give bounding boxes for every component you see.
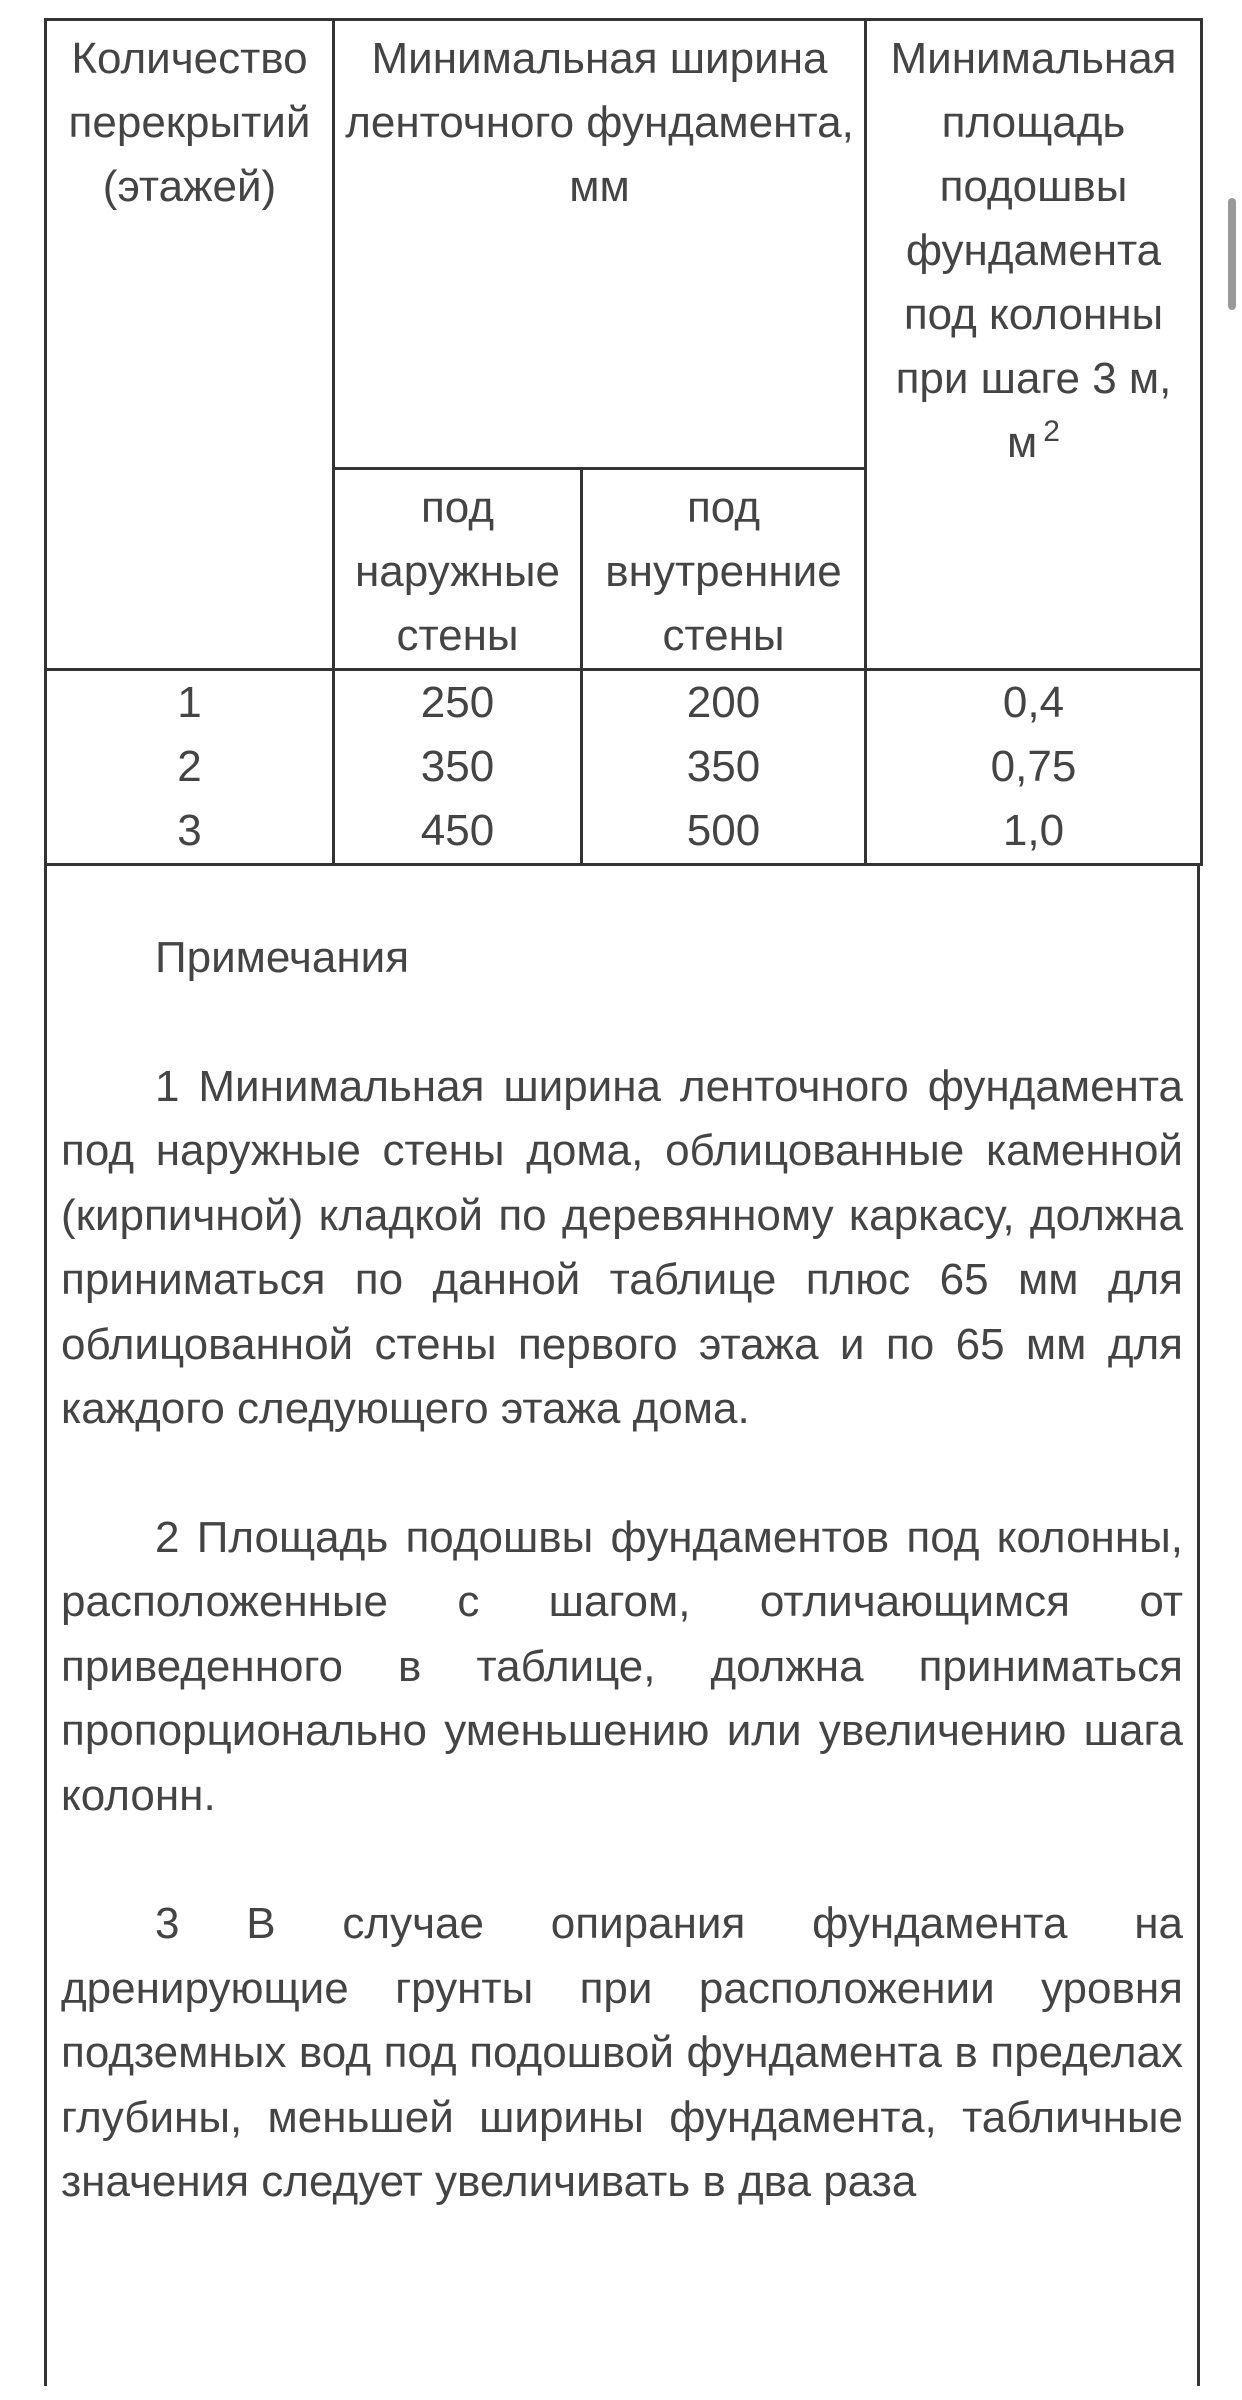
cell-value: 450: [420, 806, 495, 855]
note-item-1: 1 Минимальная ширина ленточного фундамента под наружные стены дома, облицованные каменной (кирпичной) кладкой по деревянному каркасу, должна приниматься по данной таблице плюс 65 мм для облицованной стены первого этажа и по 65 мм для каждого следующего этажа дома.: [61, 1061, 1183, 1433]
notes-title: Примечания: [155, 933, 410, 982]
table-body-row: [46, 670, 1202, 865]
notes-section: [44, 866, 1200, 2386]
cell-floors: [46, 670, 334, 865]
cell-column-area: [866, 670, 1202, 865]
header-floors-label: Количество перекрытий (этажей): [68, 34, 311, 211]
cell-value: 1: [177, 678, 202, 727]
cell-value: 1,0: [1002, 806, 1065, 855]
header-outer-walls: [334, 469, 582, 670]
cell-value: 200: [686, 678, 761, 727]
foundation-table: [44, 18, 1203, 866]
header-column-area: [866, 20, 1202, 670]
scrollbar-thumb[interactable]: [1228, 198, 1236, 310]
header-floors: [46, 20, 334, 670]
note-item-2: 2 Площадь подошвы фундаментов под колонны, расположенные с шагом, отличающимся от приведенного в таблице, должна приниматься пропорционально уменьшению или увеличению шага колонн.: [61, 1512, 1183, 1820]
note-item-3: 3 В случае опирания фундамента на дренирующие грунты при расположении уровня подземных вод под подошвой фундамента в пределах глубины, меньшей ширины фундамента, табличные значения следует увеличивать в два раза: [61, 1899, 1183, 2206]
cell-value: 3: [177, 806, 202, 855]
header-column-area-label: Минимальная площадь подошвы фундамента под колонны при шаге 3 м, м: [890, 34, 1177, 467]
cell-value: 350: [686, 742, 761, 791]
header-column-area-superscript: 2: [1043, 415, 1060, 449]
header-inner-walls: [582, 469, 866, 670]
cell-value: 500: [686, 806, 761, 855]
cell-value: 0,4: [1002, 678, 1065, 727]
cell-outer-walls: [334, 670, 582, 865]
cell-value: 250: [420, 678, 495, 727]
document: [44, 18, 1200, 2386]
cell-value: 2: [177, 742, 202, 791]
header-inner-walls-label: под внутренние стены: [605, 483, 842, 660]
cell-value: 350: [420, 742, 495, 791]
cell-value: 0,75: [990, 742, 1077, 791]
header-strip-width-label: Минимальная ширина ленточного фундамента, мм: [345, 34, 854, 211]
header-strip-width: [334, 20, 866, 469]
header-outer-walls-label: под наружные стены: [354, 483, 561, 660]
cell-inner-walls: [582, 670, 866, 865]
